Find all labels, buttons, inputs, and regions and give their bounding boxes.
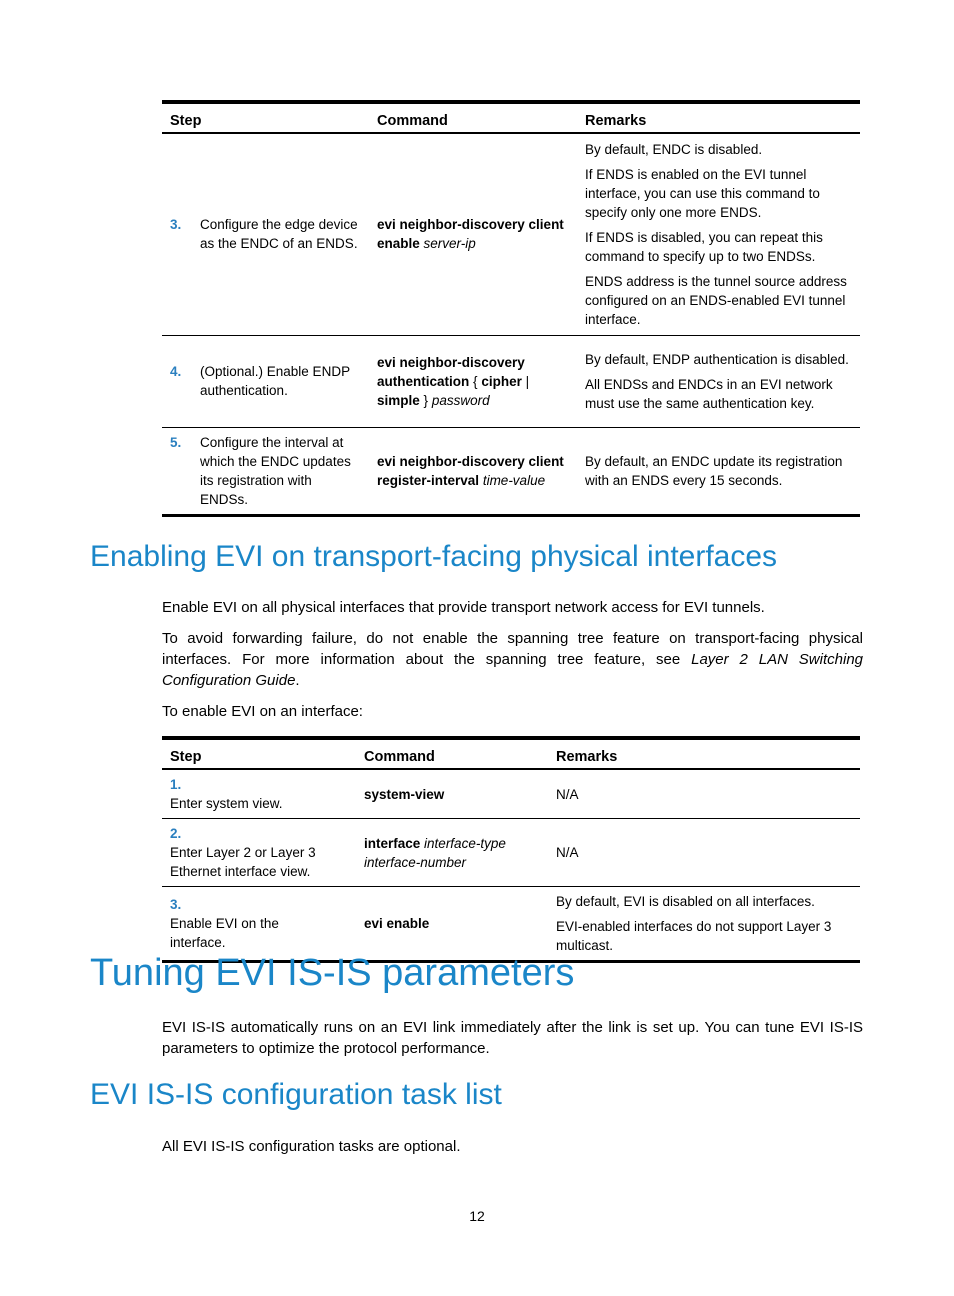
- table-row: [162, 427, 860, 515]
- body-paragraph: [162, 628, 863, 691]
- header-step: Step: [170, 749, 202, 765]
- command-argument: password: [431, 392, 490, 408]
- command-cell: [356, 819, 548, 887]
- header-command: Command: [377, 113, 448, 129]
- command-argument: server-ip: [423, 236, 476, 252]
- command-argument: interface-type interface-number: [364, 835, 506, 870]
- remark-text: By default, an ENDC update its registration with an ENDS every 15 seconds.: [585, 453, 843, 488]
- step-number: 4.: [170, 364, 182, 379]
- command-argument: time-value: [482, 472, 546, 488]
- body-paragraph: All EVI IS-IS configuration tasks are optional.: [162, 1138, 461, 1155]
- body-paragraph: Enable EVI on all physical interfaces that provide transport network access for EVI tunnels.: [162, 599, 765, 616]
- step-description: Enter system view.: [170, 796, 283, 811]
- step-cell: [162, 769, 356, 819]
- table-header-row: [162, 102, 860, 133]
- section-heading-task-list: EVI IS-IS configuration task list: [90, 1078, 502, 1111]
- page-number: 12: [469, 1208, 485, 1224]
- remark-text: If ENDS is disabled, you can repeat this command to specify up to two ENDSs.: [585, 229, 823, 264]
- step-number: 3.: [170, 217, 182, 233]
- step-cell: [162, 427, 369, 515]
- command-keyword: evi neighbor-discovery authentication: [377, 354, 525, 389]
- command-cell: [369, 133, 577, 335]
- command-keyword: evi neighbor-discovery client register-interval: [377, 453, 564, 488]
- command-keyword: cipher: [481, 373, 522, 389]
- paragraph-text: .: [295, 672, 300, 689]
- step-number: 3.: [170, 897, 182, 912]
- remark-text: EVI-enabled interfaces do not support Layer 3 multicast.: [556, 919, 832, 953]
- header-remarks: Remarks: [585, 113, 647, 129]
- command-keyword: system-view: [364, 786, 445, 802]
- table-row: [162, 769, 860, 819]
- command-cell: [356, 769, 548, 819]
- body-paragraph: EVI IS-IS automatically runs on an EVI link immediately after the link is set up. You can tune EVI IS-IS parameters to optimize the protocol performance.: [162, 1019, 863, 1057]
- table-row: [162, 819, 860, 887]
- command-keyword: evi enable: [364, 916, 430, 931]
- command-syntax: {: [473, 373, 478, 389]
- step-cell: [162, 887, 356, 962]
- step-cell: [162, 819, 356, 887]
- step-description: Enable EVI on the interface.: [170, 916, 279, 950]
- remarks-cell: [548, 769, 860, 819]
- command-cell: [369, 427, 577, 515]
- remark-text: By default, ENDP authentication is disabled.: [585, 351, 849, 367]
- header-step: Step: [170, 113, 202, 129]
- remark-text: N/A: [556, 845, 579, 860]
- remark-text: If ENDS is enabled on the EVI tunnel interface, you can use this command to specify only one more ENDS.: [585, 166, 820, 220]
- table-row: [162, 887, 860, 962]
- header-remarks: Remarks: [556, 749, 618, 765]
- table-row: [162, 335, 860, 427]
- remark-text: N/A: [556, 786, 579, 802]
- step-number: 5.: [170, 434, 182, 450]
- step-description: Configure the interval at which the ENDC updates its registration with ENDSs.: [200, 434, 351, 507]
- command-syntax: |: [525, 373, 530, 389]
- remarks-cell: [548, 819, 860, 887]
- step-description: Configure the edge device as the ENDC of an ENDS.: [200, 217, 358, 252]
- remark-text: ENDS address is the tunnel source address configured on an ENDS-enabled EVI tunnel interface.: [585, 273, 847, 327]
- body-paragraph: To enable EVI on an interface:: [162, 703, 363, 720]
- step-cell: [162, 335, 369, 427]
- table-row: [162, 133, 860, 335]
- paragraph-text: To avoid forwarding failure, do not enable the spanning tree feature on transport-facing physical interfaces. For more information about the spanning tree feature, see: [162, 630, 863, 668]
- remarks-cell: [577, 427, 860, 515]
- chapter-heading-tuning-evi-isis: Tuning EVI IS-IS parameters: [90, 952, 575, 994]
- remarks-cell: [577, 335, 860, 427]
- remark-text: All ENDSs and ENDCs in an EVI network must use the same authentication key.: [585, 376, 833, 411]
- command-keyword: interface: [364, 835, 421, 851]
- header-command: Command: [364, 749, 435, 765]
- command-keyword: evi neighbor-discovery client enable: [377, 217, 564, 252]
- step-description: Enter Layer 2 or Layer 3 Ethernet interface view.: [170, 845, 316, 879]
- command-syntax: }: [423, 392, 429, 408]
- step-number: 1.: [170, 777, 182, 792]
- config-steps-table-enable-evi: [162, 736, 860, 963]
- command-keyword: simple: [377, 392, 420, 408]
- command-cell: [369, 335, 577, 427]
- config-steps-table-endc: [162, 100, 860, 517]
- table-header-row: [162, 738, 860, 769]
- section-heading-enabling-evi: Enabling EVI on transport-facing physical interfaces: [90, 540, 778, 573]
- remarks-cell: [548, 887, 860, 962]
- step-cell: [162, 133, 369, 335]
- remarks-cell: [577, 133, 860, 335]
- step-description: (Optional.) Enable ENDP authentication.: [200, 364, 350, 398]
- guide-reference: Layer 2 LAN Switching Configuration Guide: [162, 651, 864, 689]
- remark-text: By default, ENDC is disabled.: [585, 141, 763, 157]
- command-cell: [356, 887, 548, 962]
- remark-text: By default, EVI is disabled on all interfaces.: [556, 894, 815, 909]
- step-number: 2.: [170, 826, 182, 841]
